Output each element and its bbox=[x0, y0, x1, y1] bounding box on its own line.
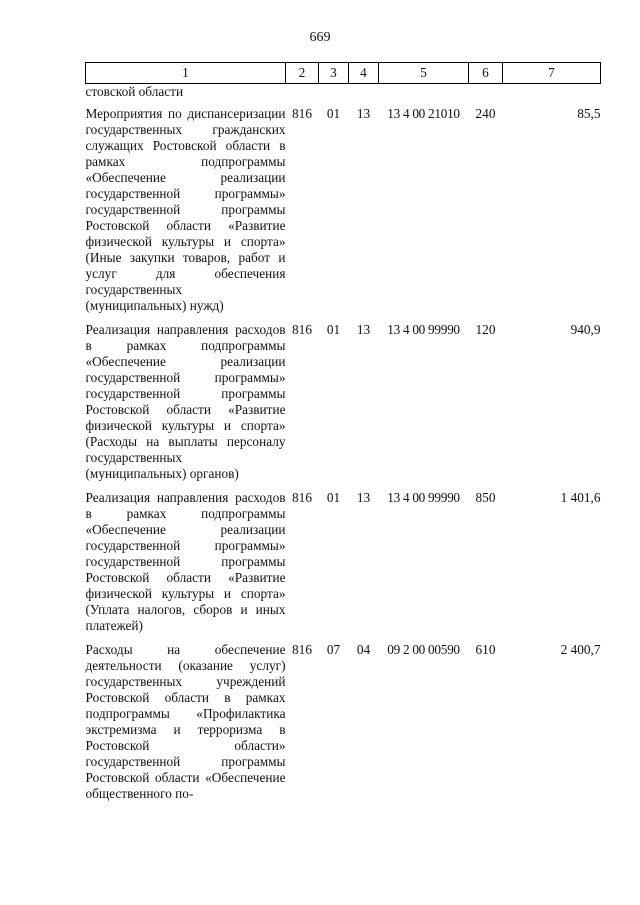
target-article-code: 09 2 00 00590 bbox=[387, 642, 460, 657]
section-code: 07 bbox=[326, 642, 341, 657]
expense-type-code: 120 bbox=[475, 322, 496, 337]
target-article-code: 13 4 00 21010 bbox=[387, 106, 460, 121]
target-article-code: 13 4 00 99990 bbox=[387, 490, 460, 505]
column-header-6: 6 bbox=[469, 63, 503, 84]
target-article-code: 13 4 00 99990 bbox=[387, 322, 460, 337]
column-header-3: 3 bbox=[319, 63, 349, 84]
subsection-code: 04 bbox=[356, 642, 371, 657]
column-header-1: 1 bbox=[86, 63, 286, 84]
subsection-code: 13 bbox=[356, 106, 371, 121]
expense-type-code: 240 bbox=[475, 106, 496, 121]
expense-type-code: 850 bbox=[475, 490, 496, 505]
amount: 940,9 bbox=[570, 322, 601, 337]
expense-type-code: 610 bbox=[475, 642, 496, 657]
table-row bbox=[86, 102, 601, 318]
amount: 85,5 bbox=[577, 106, 601, 121]
page-number: 669 bbox=[309, 30, 331, 45]
column-header-5: 5 bbox=[379, 63, 469, 84]
budget-table bbox=[85, 62, 601, 806]
column-header-4: 4 bbox=[349, 63, 379, 84]
section-code: 01 bbox=[326, 106, 341, 121]
amount: 1 401,6 bbox=[560, 490, 601, 505]
row-description: Реализация направления расходов в рамках подпрограммы «Обеспечение реализации государственной программы» государственной программы Ростовской области «Развитие физической культуры и спорта» (Уплата налогов, сборов и иных платежей) bbox=[85, 490, 286, 633]
row-description: Мероприятия по диспансеризации государственных гражданских служащих Ростовской области в рамках подпрограммы «Обеспечение реализации государственной программы» государственной программы Ростовской области «Развитие физической культуры и спорта» (Иные закупки товаров, работ и услуг для обеспечения государственных (муниципальных) нужд) bbox=[85, 106, 286, 313]
subsection-code: 13 bbox=[356, 490, 371, 505]
subsection-code: 13 bbox=[356, 322, 371, 337]
column-header-7: 7 bbox=[503, 63, 601, 84]
section-code: 01 bbox=[326, 322, 341, 337]
continuation-text: стовской области bbox=[85, 84, 184, 99]
table-header-row bbox=[86, 63, 601, 84]
table-row bbox=[86, 638, 601, 806]
ministry-code: 816 bbox=[292, 642, 312, 657]
table-row bbox=[86, 318, 601, 486]
table-row bbox=[86, 486, 601, 638]
ministry-code: 816 bbox=[292, 490, 312, 505]
amount: 2 400,7 bbox=[560, 642, 601, 657]
column-header-2: 2 bbox=[286, 63, 319, 84]
ministry-code: 816 bbox=[292, 106, 312, 121]
row-description: Расходы на обеспечение деятельности (оказание услуг) государственных учреждений Ростовской области в рамках подпрограммы «Профилактика экстремизма и терроризма в Ростовской области» государственной программы Ростовской области «Обеспечение общественного по- bbox=[85, 642, 286, 801]
continuation-row bbox=[86, 84, 601, 103]
section-code: 01 bbox=[326, 490, 341, 505]
row-description: Реализация направления расходов в рамках подпрограммы «Обеспечение реализации государственной программы» государственной программы Ростовской области «Развитие физической культуры и спорта» (Расходы на выплаты персоналу государственных (муниципальных) органов) bbox=[85, 322, 286, 481]
ministry-code: 816 bbox=[292, 322, 312, 337]
